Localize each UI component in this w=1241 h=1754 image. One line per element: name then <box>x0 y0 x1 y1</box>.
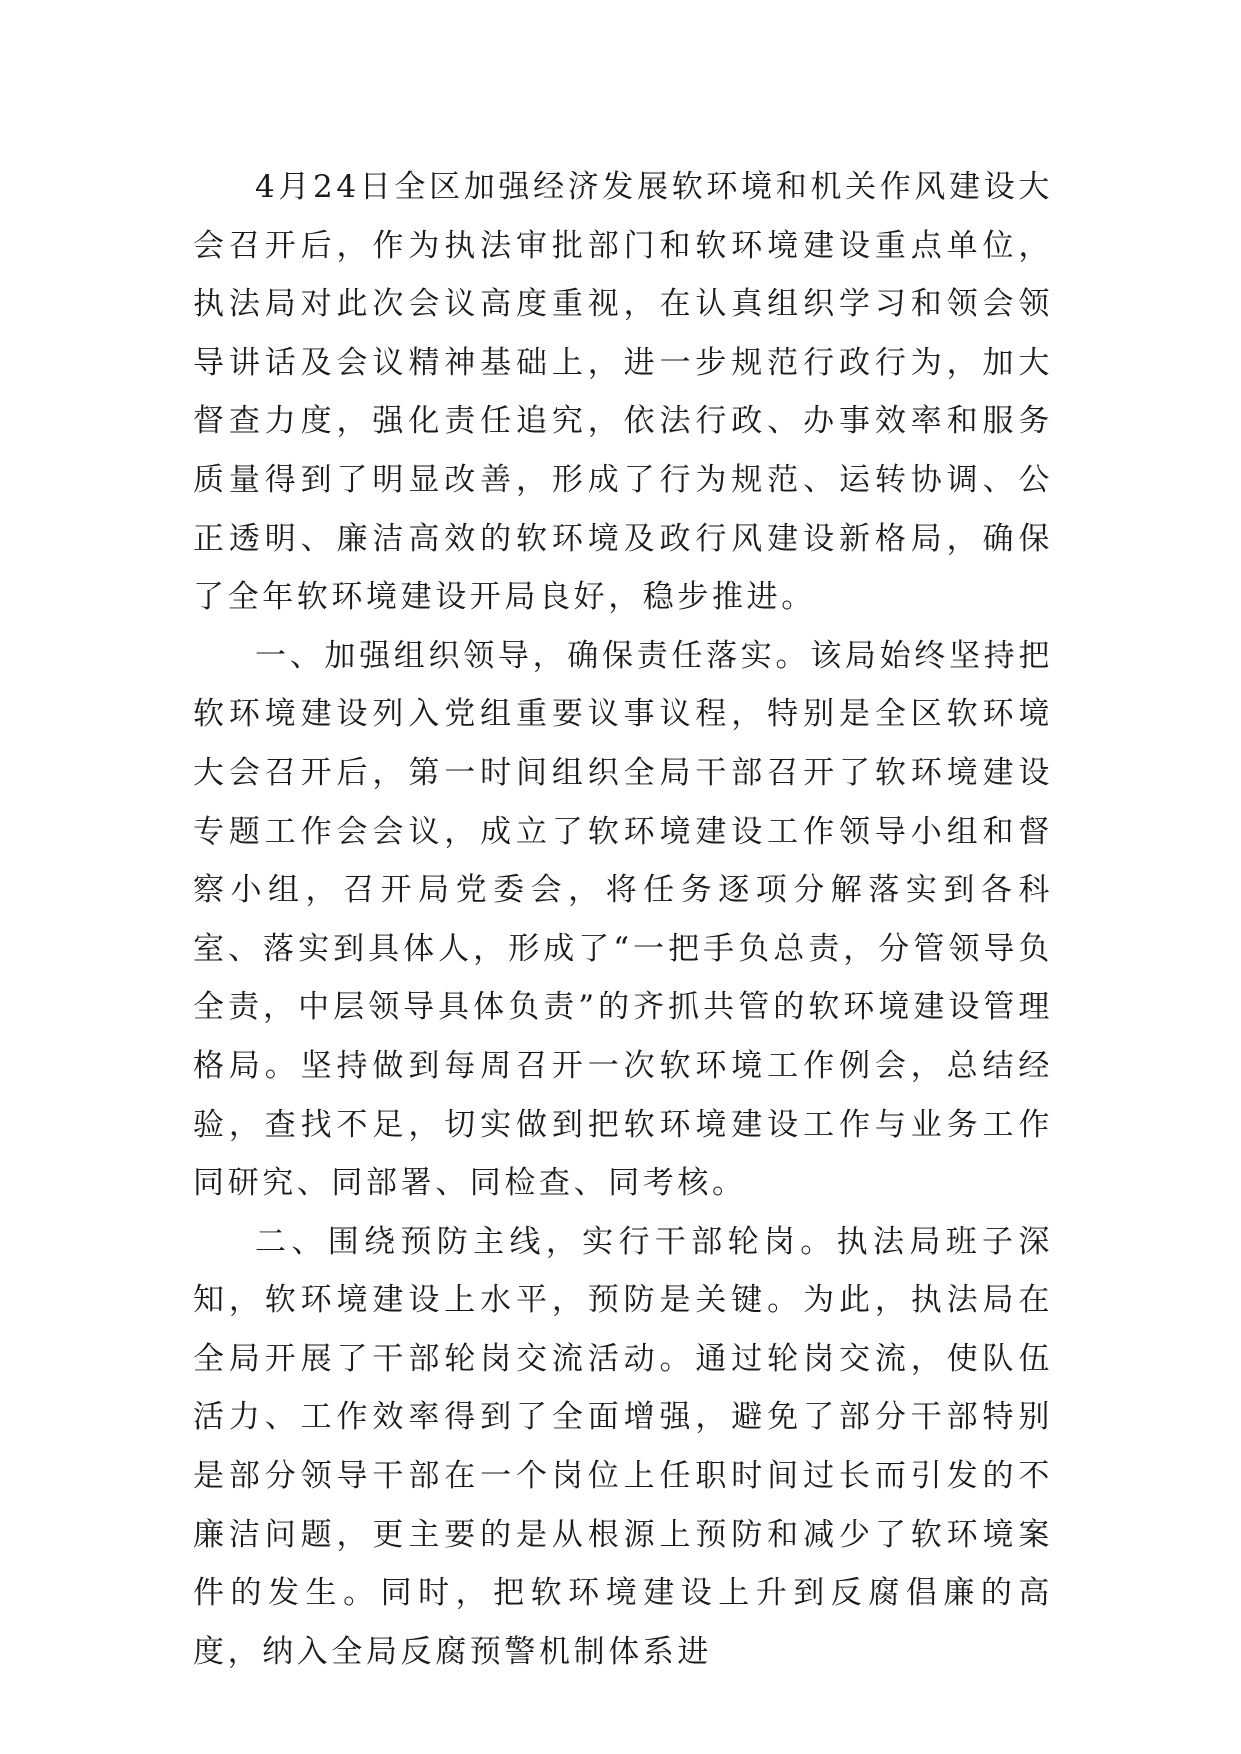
paragraph-section-two: 二、围绕预防主线，实行干部轮岗。执法局班子深知，软环境建设上水平，预防是关键。为此，执法局在全局开展了干部轮岗交流活动。通过轮岗交流，使队伍活力、工作效率得到了全面增强，避免了部分干部特别是部分领导干部在一个岗位上任职时间过长而引发的不廉洁问题，更主要的是从根源上预防和减少了软环境案件的发生。同时，把软环境建设上升到反腐倡廉的高度，纳入全局反腐预警机制体系进 <box>193 1223 1053 1670</box>
paragraph-intro: 4月24日全区加强经济发展软环境和机关作风建设大会召开后，作为执法审批部门和软环境建设重点单位，执法局对此次会议高度重视，在认真组织学习和领会领导讲话及会议精神基础上，进一步规范行政行为，加大督查力度，强化责任追究，依法行政、办事效率和服务质量得到了明显改善，形成了行为规范、运转协调、公正透明、廉洁高效的软环境及政行风建设新格局，确保了全年软环境建设开局良好，稳步推进。 <box>193 169 1053 616</box>
document-body <box>193 158 1053 1681</box>
paragraph-section-one: 一、加强组织领导，确保责任落实。该局始终坚持把软环境建设列入党组重要议事议程，特别是全区软环境大会召开后，第一时间组织全局干部召开了软环境建设专题工作会会议，成立了软环境建设工作领导小组和督察小组，召开局党委会，将任务逐项分解落实到各科室、落实到具体人，形成了“一把手负总责，分管领导负全责，中层领导具体负责”的齐抓共管的软环境建设管理格局。坚持做到每周召开一次软环境工作例会，总结经验，查找不足，切实做到把软环境建设工作与业务工作同研究、同部署、同检查、同考核。 <box>193 637 1053 1202</box>
